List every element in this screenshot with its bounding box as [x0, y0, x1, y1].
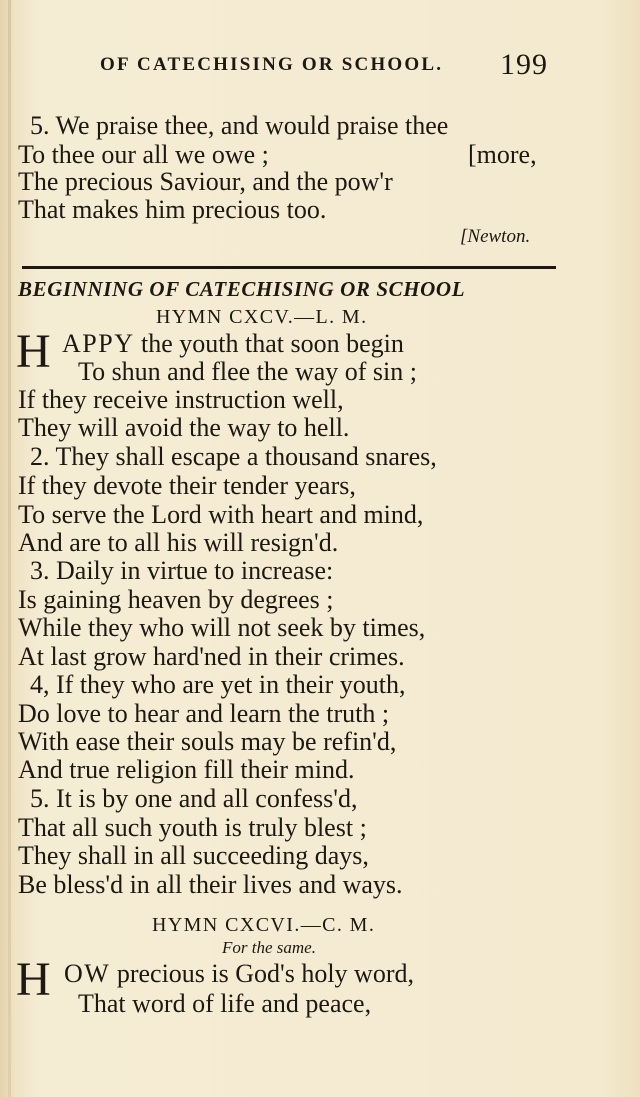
hymn1-line-13: 4, If they who are yet in their youth, — [30, 670, 406, 699]
hymn1-line-1 — [62, 330, 404, 358]
section-title: BEGINNING OF CATECHISING OR SCHOOL — [18, 277, 466, 301]
section-divider — [22, 266, 556, 269]
prev-hymn-carry: [more, — [468, 140, 537, 169]
page-gutter — [8, 0, 11, 1097]
hymn2-line-1-tail: precious is God's holy word, — [110, 959, 414, 988]
hymn-title-cxcv: HYMN CXCV.—L. M. — [156, 306, 368, 328]
hymn1-line-18: That all such youth is truly blest ; — [18, 813, 367, 842]
hymn1-line-5: 2. They shall escape a thousand snares, — [30, 442, 437, 471]
prev-hymn-line-4: That makes him precious too. — [18, 195, 327, 224]
page-number: 199 — [500, 48, 548, 81]
hymn1-line-6: If they devote their tender years, — [18, 471, 356, 500]
hymn1-line-1-caps: APPY — [62, 329, 135, 358]
hymn1-line-8: And are to all his will resign'd. — [18, 528, 339, 557]
hymn1-line-7: To serve the Lord with heart and mind, — [18, 500, 424, 529]
prev-hymn-line-1: 5. We praise thee, and would praise thee — [30, 111, 449, 140]
hymn1-line-11: While they who will not seek by times, — [18, 613, 426, 642]
hymn1-line-4: They will avoid the way to hell. — [18, 413, 350, 442]
drop-cap: H — [16, 325, 51, 378]
hymn1-line-12: At last grow hard'ned in their crimes. — [18, 642, 405, 671]
hymn1-line-14: Do love to hear and learn the truth ; — [18, 699, 390, 728]
hymn2-line-2: That word of life and peace, — [78, 989, 372, 1018]
hymn-title-cxcvi: HYMN CXCVI.—C. M. — [152, 914, 376, 936]
hymn2-line-1-caps: OW — [64, 959, 111, 988]
hymn-subtitle: For the same. — [222, 938, 316, 957]
hymn1-line-2: To shun and flee the way of sin ; — [78, 357, 417, 386]
hymn1-line-20: Be bless'd in all their lives and ways. — [18, 870, 403, 899]
hymn1-line-19: They shall in all succeeding days, — [18, 841, 369, 870]
hymn1-line-1-tail: the youth that soon begin — [134, 329, 404, 358]
drop-cap-2: H — [16, 953, 51, 1006]
hymn2-line-1 — [64, 960, 414, 988]
running-title: OF CATECHISING OR SCHOOL. — [100, 54, 444, 75]
hymn1-line-3: If they receive instruction well, — [18, 385, 344, 414]
hymn1-line-17: 5. It is by one and all confess'd, — [30, 784, 358, 813]
hymn1-line-15: With ease their souls may be refin'd, — [18, 727, 397, 756]
hymn1-line-16: And true religion fill their mind. — [18, 755, 355, 784]
hymn1-line-10: Is gaining heaven by degrees ; — [18, 585, 334, 614]
hymn1-line-9: 3. Daily in virtue to increase: — [30, 556, 334, 585]
prev-hymn-line-2: To thee our all we owe ; — [18, 140, 269, 169]
prev-hymn-line-3: The precious Saviour, and the pow'r — [18, 167, 393, 196]
author-signature: [Newton. — [460, 226, 531, 247]
